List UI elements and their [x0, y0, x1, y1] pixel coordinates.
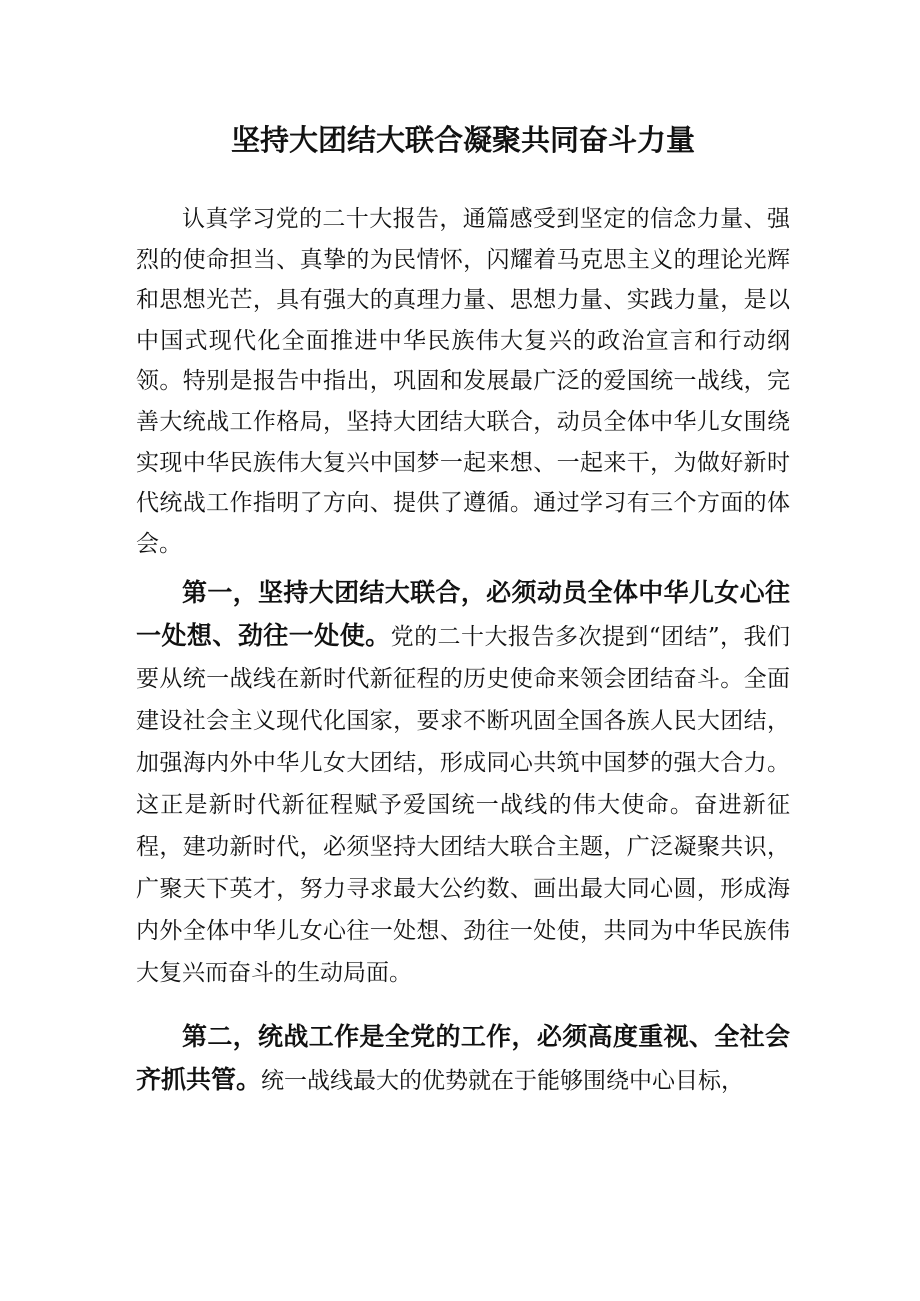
paragraph-body: 认真学习党的二十大报告，通篇感受到坚定的信念力量、强烈的使命担当、真挚的为民情怀，闪耀着马克思主义的理论光辉和思想光芒，具有强大的真理力量、思想力量、实践力量，是以中国式现代化全面推进中华民族伟大复兴的政治宣言和行动纲领。特别是报告中指出，巩固和发展最广泛的爱国统一战线，完善大统战工作格局，坚持大团结大联合，动员全体中华儿女围绕实现中华民族伟大复兴中国梦一起来想、一起来干，为做好新时代统战工作指明了方向、提供了遵循。通过学习有三个方面的体会。 — [136, 206, 790, 557]
paragraph-body: 党的二十大报告多次提到“团结”，我们要从统一战线在新时代新征程的历史使命来领会团结奋斗。全面建设社会主义现代化国家，要求不断巩固全国各族人民大团结，加强海内外中华儿女大团结，形成同心共筑中国梦的强大合力。这正是新时代新征程赋予爱国统一战线的伟大使命。奋进新征程，建功新时代，必须坚持大团结大联合主题，广泛凝聚共识，广聚天下英才，努力寻求最大公约数、画出最大同心圆，形成海内外全体中华儿女心往一处想、劲往一处使，共同为中华民族伟大复兴而奋斗的生动局面。 — [136, 624, 790, 987]
paragraph-lead: 第一，坚持大团结大联合，必须动员全体中华儿女心往一处想、劲往一处使。 — [136, 578, 790, 651]
paragraph-body: 统一战线最大的优势就在于能够围绕中心目标， — [261, 1068, 745, 1095]
paragraph-intro — [136, 199, 790, 564]
paragraph-second-point — [136, 1016, 790, 1102]
paragraph-lead: 第二，统战工作是全党的工作，必须高度重视、全社会齐抓共管。 — [136, 1022, 790, 1095]
paragraph-first-point — [136, 572, 790, 994]
document-title: 坚持大团结大联合凝聚共同奋斗力量 — [230, 123, 695, 157]
